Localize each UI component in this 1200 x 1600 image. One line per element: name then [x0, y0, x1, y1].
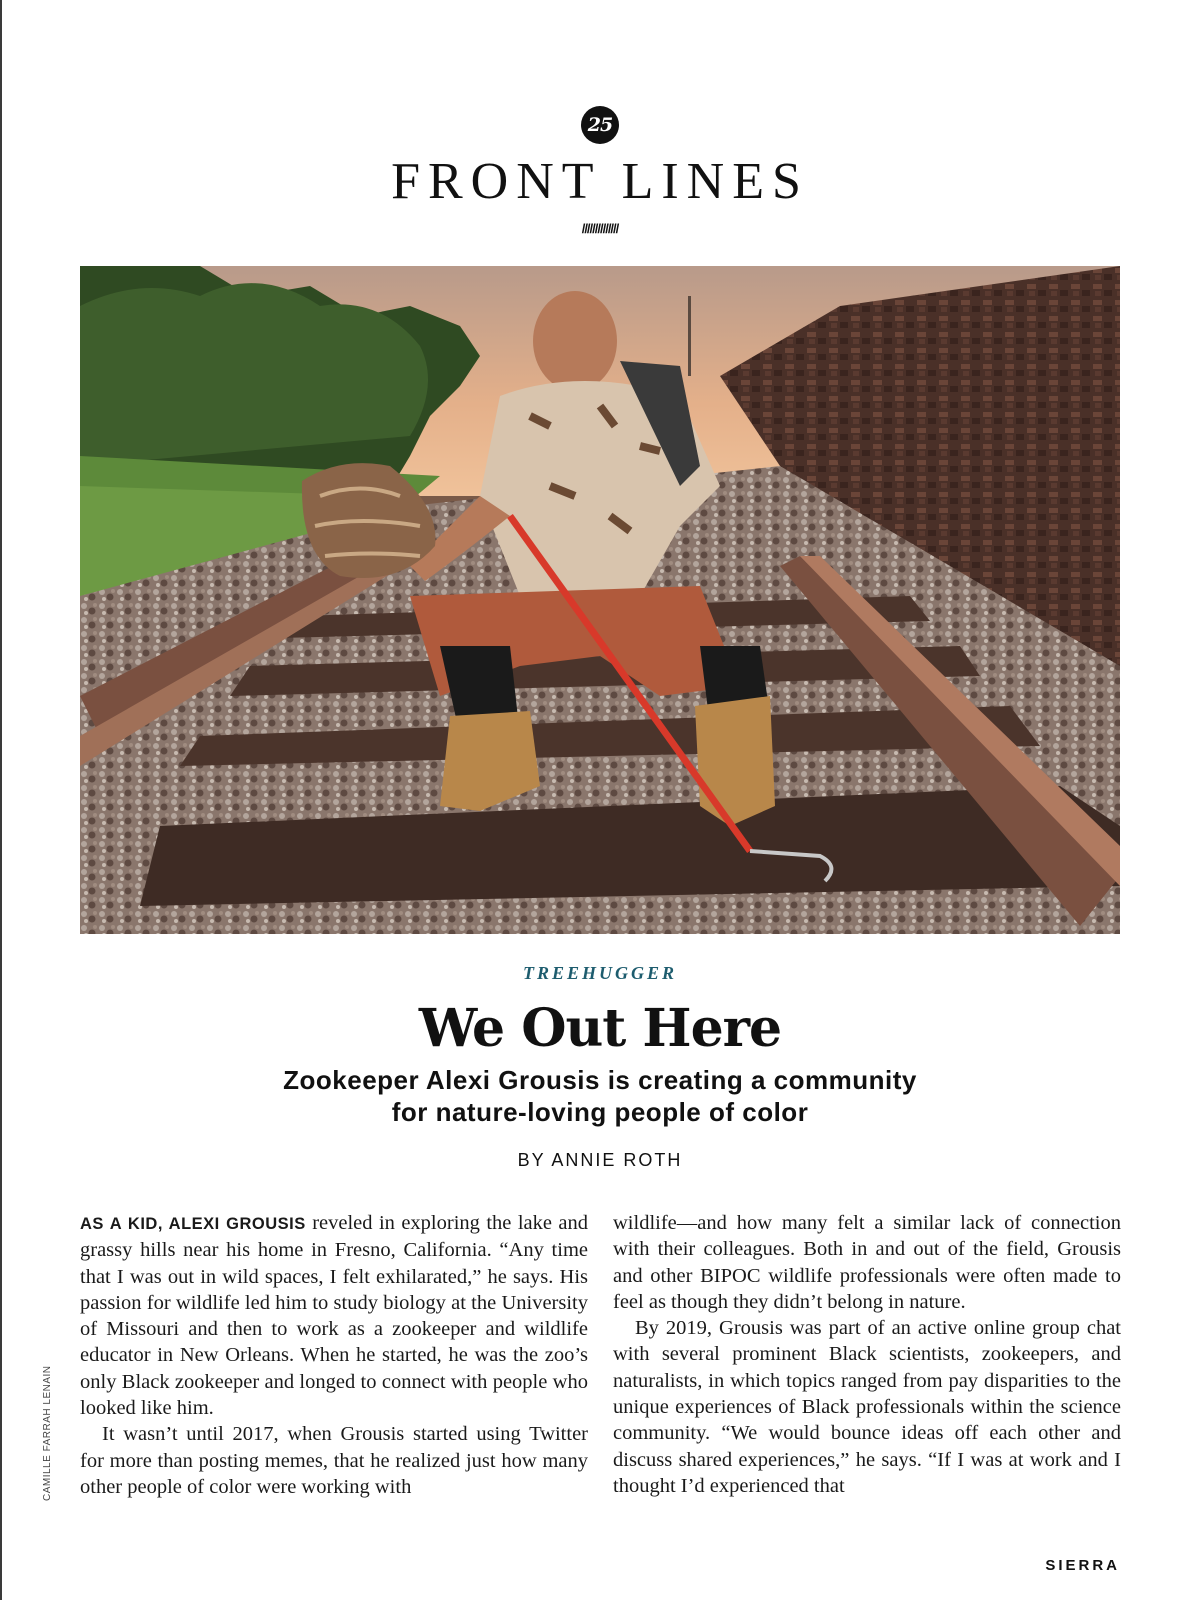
body-paragraph-4: By 2019, Grousis was part of an active online group chat with several prominent Black scientists, zookeepers, and naturalists, in which topics ranged from pay disparities to the unique experiences of Black professionals within the science community. “We would bounce ideas off each other and discuss shared experiences,” he says. “If I was at work and I thought I’d experienced that — [613, 1317, 1121, 1497]
photo-credit: CAMILLE FARRAH LENAIN — [42, 1365, 53, 1501]
body-column-right — [613, 1210, 1121, 1499]
article-byline: BY ANNIE ROTH — [517, 1150, 683, 1170]
section-title: FRONT LINES — [391, 153, 809, 210]
body-paragraph-2: It wasn’t until 2017, when Grousis started using Twitter for more than posting memes, that he realized just how many other people of color were working with — [80, 1423, 588, 1498]
article-kicker: TREEHUGGER — [522, 963, 678, 983]
page-number-badge — [581, 106, 619, 144]
body-paragraph-1 — [80, 1210, 588, 1421]
section-ornament: ////////////// — [581, 221, 619, 236]
body-column-left — [80, 1210, 588, 1500]
lead-in: AS A KID, ALEXI GROUSIS — [80, 1215, 306, 1233]
dek-line-2: for nature-loving people of color — [391, 1097, 809, 1127]
dek-line-1: Zookeeper Alexi Grousis is creating a community — [283, 1065, 917, 1095]
magazine-folio: SIERRA — [1045, 1557, 1120, 1574]
body-paragraph-3: wildlife—and how many felt a similar lack of connection with their colleagues. Both in and out of the field, Grousis and other BIPOC wildlife professionals were often made to feel as though they didn’t belong in nature. — [613, 1212, 1121, 1313]
article-headline: We Out Here — [418, 998, 782, 1059]
hero-photo — [80, 266, 1120, 934]
article-dek — [200, 1064, 1000, 1128]
page-edge-line — [0, 0, 2, 1600]
page-number: 25 — [587, 114, 613, 136]
paragraph-1-text: reveled in exploring the lake and grassy hills near his home in Fresno, California. “Any time that I was out in wild spaces, I felt exhilarated,” he says. His passion for wildlife led him to study biology at the University of Missouri and then to work as a zookeeper and wildlife educator in New Orleans. When he started, he was the zoo’s only Black zookeeper and longed to connect with people who looked like him. — [80, 1212, 588, 1420]
photo-man-crouching-on-railroad-tracks-icon — [80, 266, 1120, 934]
